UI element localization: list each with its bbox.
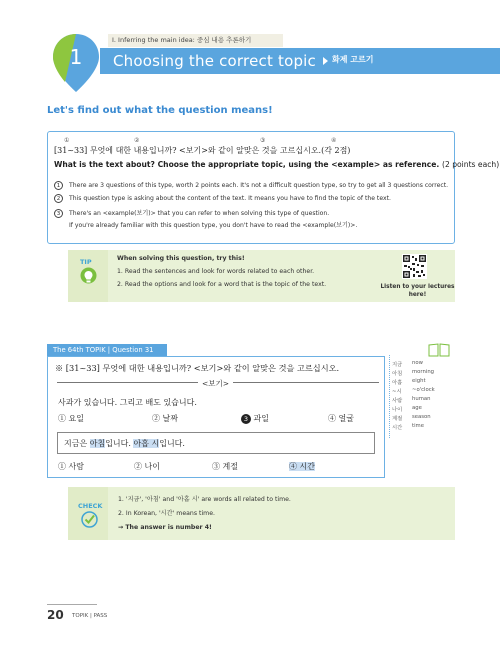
marker-4: ④ bbox=[331, 137, 337, 144]
example-sentence: 사과가 있습니다. 그리고 배도 있습니다. bbox=[58, 398, 197, 407]
filled-circle-icon: 3 bbox=[241, 414, 251, 424]
intro-heading: Let's find out what the question means! bbox=[47, 105, 273, 116]
vocab-ko: 아침 bbox=[392, 371, 403, 377]
qr-caption: Listen to your lectures here! bbox=[380, 284, 455, 298]
question-english: What is the text about? Choose the appropriate topic, using the <example> as reference. (2 points each) bbox=[54, 160, 500, 169]
answer-option-2[interactable]: ② 나이 bbox=[134, 462, 160, 471]
example-option-2[interactable]: ② 날짜 bbox=[152, 414, 178, 423]
marker-1: ① bbox=[64, 137, 70, 144]
answer-option-1[interactable]: ① 사람 bbox=[58, 462, 84, 471]
tip-heading: When solving this question, try this! bbox=[117, 255, 245, 262]
footer-divider bbox=[47, 604, 97, 605]
answer-option-3[interactable]: ③ 계절 bbox=[212, 462, 238, 471]
vocab-en: ~o'clock bbox=[412, 387, 435, 393]
vocab-en: season bbox=[412, 414, 431, 420]
note-3-continued: If you're already familiar with this question type, you don't have to read the <example(보기)>. bbox=[69, 222, 358, 229]
marker-2: ② bbox=[134, 137, 140, 144]
vocab-ko: 시간 bbox=[392, 425, 403, 431]
tip-label: TIP bbox=[80, 258, 92, 266]
chapter-tab: Ⅰ. Inferring the main idea: 중심 내용 추론하기 bbox=[108, 34, 283, 47]
passage-sentence: 지금은 아침입니다. 아홉 시입니다. bbox=[64, 439, 185, 448]
check-answer: → The answer is number 4! bbox=[118, 524, 212, 531]
vocab-en: now bbox=[412, 360, 423, 366]
vocab-en: morning bbox=[412, 369, 435, 375]
question-korean: [31~33] 무엇에 대한 내용입니까? <보기>와 같이 알맞은 것을 고르십시오.(각 2점) bbox=[54, 146, 351, 155]
bogi-label: <보기> bbox=[198, 378, 233, 389]
triangle-icon bbox=[323, 57, 328, 65]
vocab-ko: 사람 bbox=[392, 398, 403, 404]
page-number: 20 bbox=[47, 608, 64, 622]
checkmark-icon bbox=[81, 511, 98, 528]
note-2: 2 This question type is asking about the content of the text. It means you have to find the topic of the text. bbox=[54, 194, 391, 203]
exam-question: ※ [31~33] 무엇에 대한 내용입니까? <보기>와 같이 알맞은 것을 고르십시오. bbox=[55, 363, 340, 373]
marker-3: ③ bbox=[260, 137, 266, 144]
vocab-ko: 나이 bbox=[392, 407, 403, 413]
page-title: Choosing the correct topic bbox=[113, 52, 316, 70]
check-label: CHECK bbox=[78, 502, 103, 510]
vocab-en: age bbox=[412, 405, 422, 411]
example-option-3[interactable]: 3 과일 bbox=[241, 413, 269, 424]
highlight-time: 아홉 시 bbox=[133, 439, 160, 448]
vocab-ko: 아홉 bbox=[392, 380, 403, 386]
vocab-en: human bbox=[412, 396, 431, 402]
book-title: TOPIK | PASS bbox=[72, 613, 108, 619]
example-option-1[interactable]: ① 요일 bbox=[58, 414, 84, 423]
page-subtitle: 화제 고르기 bbox=[332, 55, 374, 64]
check-item-1: 1. '지금', '아침' and '아홉 시' are words all related to time. bbox=[118, 496, 291, 503]
tip-item-1: 1. Read the sentences and look for words related to each other. bbox=[117, 268, 315, 275]
vocab-ko: 계절 bbox=[392, 416, 403, 422]
vocab-en: time bbox=[412, 423, 424, 429]
section-number: 1 bbox=[69, 45, 83, 69]
section-pin-icon bbox=[51, 32, 101, 94]
answer-option-4[interactable]: ④ 시간 bbox=[289, 462, 315, 471]
vocab-ko: ~시 bbox=[392, 389, 402, 395]
tip-item-2: 2. Read the options and look for a word that is the topic of the text. bbox=[117, 281, 327, 288]
qr-code-icon[interactable] bbox=[402, 254, 427, 279]
note-3: 3 There's an <example(보기)> that you can refer to when solving this type of question. bbox=[54, 208, 329, 218]
note-1: 1 There are 3 questions of this type, worth 2 points each. It's not a difficult question type, so try to get all 3 questions correct. bbox=[54, 181, 448, 190]
vocab-ko: 지금 bbox=[392, 362, 403, 368]
vocab-divider bbox=[389, 355, 390, 438]
vocab-en: eight bbox=[412, 378, 426, 384]
book-icon bbox=[428, 343, 450, 357]
exam-tab: The 64th TOPIK | Question 31 bbox=[47, 344, 167, 356]
lightbulb-icon bbox=[80, 267, 97, 289]
check-item-2: 2. In Korean, '시간' means time. bbox=[118, 510, 215, 517]
highlight-morning: 아침 bbox=[89, 439, 106, 448]
example-option-4[interactable]: ④ 얼굴 bbox=[328, 414, 354, 423]
